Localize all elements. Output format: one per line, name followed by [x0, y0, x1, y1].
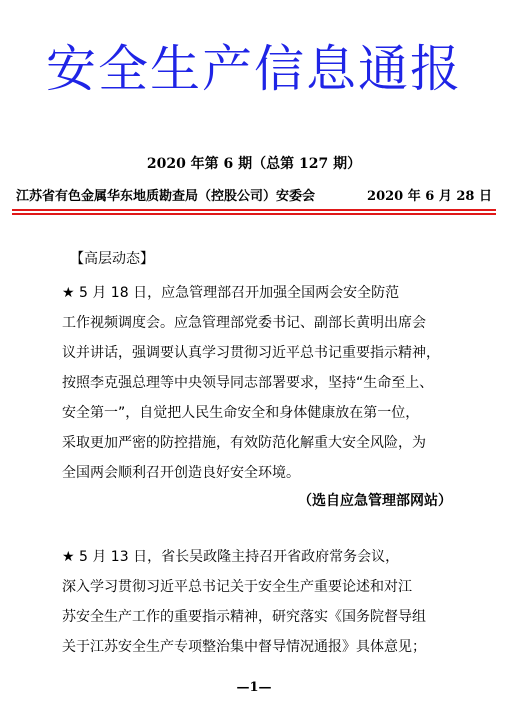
- article-2-line: 关于江苏安全生产专项整治集中督导情况通报》具体意见；: [62, 639, 426, 655]
- issue-number: 2020 年第 6 期（总第 127 期）: [146, 156, 362, 172]
- article-1-line: 全国两会顺利召开创造良好安全环境。: [62, 465, 300, 481]
- article-2-line: 苏安全生产工作的重要指示精神，研究落实《国务院督导组: [62, 609, 426, 625]
- article-1-line: ★ 5 月 18 日，应急管理部召开加强全国两会安全防范: [62, 285, 400, 301]
- issue-date: 2020 年 6 月 28 日: [367, 189, 492, 204]
- article-1-line: 工作视频调度会。应急管理部党委书记、副部长黄明出席会: [62, 315, 426, 331]
- section-heading: 【高层动态】: [70, 251, 154, 267]
- header-meta-line: [16, 185, 492, 204]
- red-divider-top: [12, 209, 496, 211]
- article-1-line: 议并讲话，强调要认真学习贯彻习近平总书记重要指示精神，: [62, 345, 440, 361]
- article-1-line: 按照李克强总理等中央领导同志部署要求，坚持“生命至上、: [62, 375, 434, 391]
- article-2-line: 深入学习贯彻习近平总书记关于安全生产重要论述和对江: [62, 579, 412, 595]
- article-1-line: 安全第一”，自觉把人民生命安全和身体健康放在第一位，: [62, 405, 420, 421]
- article-1-source: （选自应急管理部网站）: [298, 493, 452, 509]
- issuing-organization: 江苏省有色金属华东地质勘查局（控股公司）安委会: [16, 189, 316, 204]
- article-2-line: ★ 5 月 13 日，省长吴政隆主持召开省政府常务会议，: [62, 549, 400, 565]
- article-1: [62, 278, 482, 488]
- bulletin-title: 安全生产信息通报: [46, 40, 462, 98]
- article-1-line: 采取更加严密的防控措施，有效防范化解重大安全风险，为: [62, 435, 426, 451]
- article-2: [62, 542, 482, 662]
- red-divider-bottom: [12, 213, 496, 215]
- page-number: —1—: [236, 680, 272, 695]
